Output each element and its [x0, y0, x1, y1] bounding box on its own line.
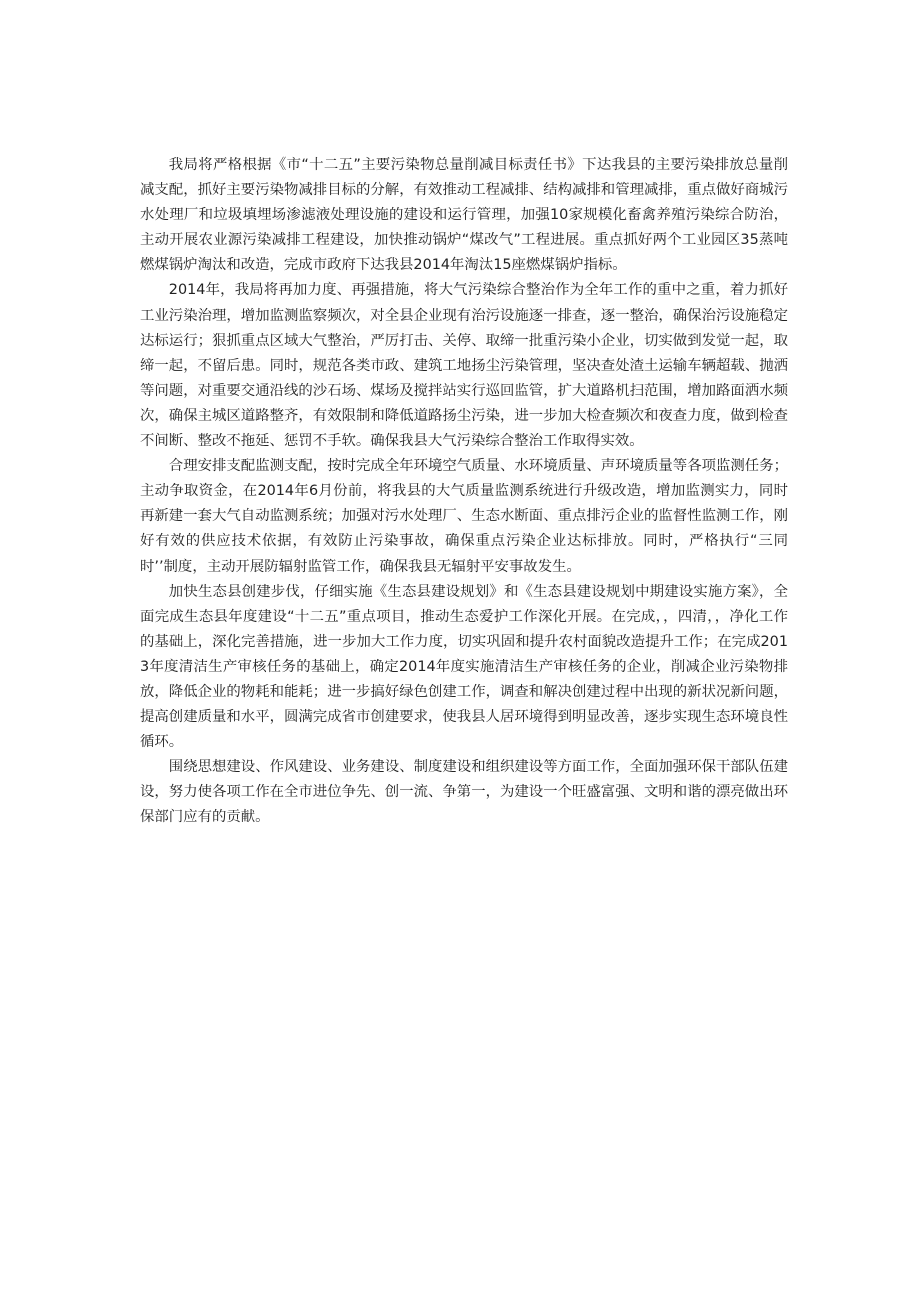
paragraph-ecological-county: 加快生态县创建步伐，仔细实施《生态县建设规划》和《生态县建设规划中期建设实施方案》，全面完成生态县年度建设“十二五”重点项目，推动生态爱护工作深化开展。在完成，，四清，，净化工作的基础上，深化完善措施，进一步加大工作力度，切实巩固和提升农村面貌改造提升工作；在完成2013年度清洁生产审核任务的基础上，确定2014年度实施清洁生产审核任务的企业，削减企业污染物排放，降低企业的物耗和能耗；进一步搞好绿色创建工作，调查和解决创建过程中出现的新状况新问题，提高创建质量和水平，圆满完成省市创建要求，使我县人居环境得到明显改善，逐步实现生态环境良性循环。: [140, 583, 788, 751]
paragraph-monitoring: 合理安排支配监测支配，按时完成全年环境空气质量、水环境质量、声环境质量等各项监测任务；主动争取资金，在2014年6月份前，将我县的大气质量监测系统进行升级改造，增加监测实力，同时再新建一套大气自动监测系统；加强对污水处理厂、生态水断面、重点排污企业的监督性监测工作，刚好有效的供应技术依据，有效防止污染事故，确保重点污染企业达标排放。同时，严格执行“三同时’’制度，主动开展防辐射监管工作，确保我县无辐射平安事故发生。: [140, 458, 788, 575]
paragraph-emission-reduction: 我局将严格根据《市“十二五”主要污染物总量削减目标责任书》下达我县的主要污染排放总量削减支配，抓好主要污染物减排目标的分解，有效推动工程减排、结构减排和管理减排，重点做好商城污水处理厂和垃圾填埋场渗滤液处理设施的建设和运行管理，加强10家规模化畜禽养殖污染综合防治，主动开展农业源污染减排工程建设，加快推动锅炉“煤改气”工程进展。重点抓好两个工业园区35蒸吨燃煤锅炉淘汰和改造，完成市政府下达我县2014年淘汰15座燃煤锅炉指标。: [140, 157, 788, 274]
document-body: [140, 153, 788, 831]
paragraph-team-building: 围绕思想建设、作风建设、业务建设、制度建设和组织建设等方面工作，全面加强环保干部队伍建设，努力使各项工作在全市进位争先、创一流、争第一，为建设一个旺盛富强、文明和谐的漂亮做出环保部门应有的贡献。: [140, 759, 788, 826]
paragraph-air-pollution: 2014年，我局将再加力度、再强措施，将大气污染综合整治作为全年工作的重中之重，着力抓好工业污染治理，增加监测监察频次，对全县企业现有治污设施逐一排查，逐一整治，确保治污设施稳定达标运行；狠抓重点区域大气整治，严厉打击、关停、取缔一批重污染小企业，切实做到发觉一起，取缔一起，不留后患。同时，规范各类市政、建筑工地扬尘污染管理，坚决查处渣土运输车辆超载、抛洒等问题，对重要交通沿线的沙石场、煤场及搅拌站实行巡回监管，扩大道路机扫范围，增加路面洒水频次，确保主城区道路整齐，有效限制和降低道路扬尘污染，进一步加大检查频次和夜查力度，做到检查不间断、整改不拖延、惩罚不手软。确保我县大气污染综合整治工作取得实效。: [140, 282, 788, 450]
